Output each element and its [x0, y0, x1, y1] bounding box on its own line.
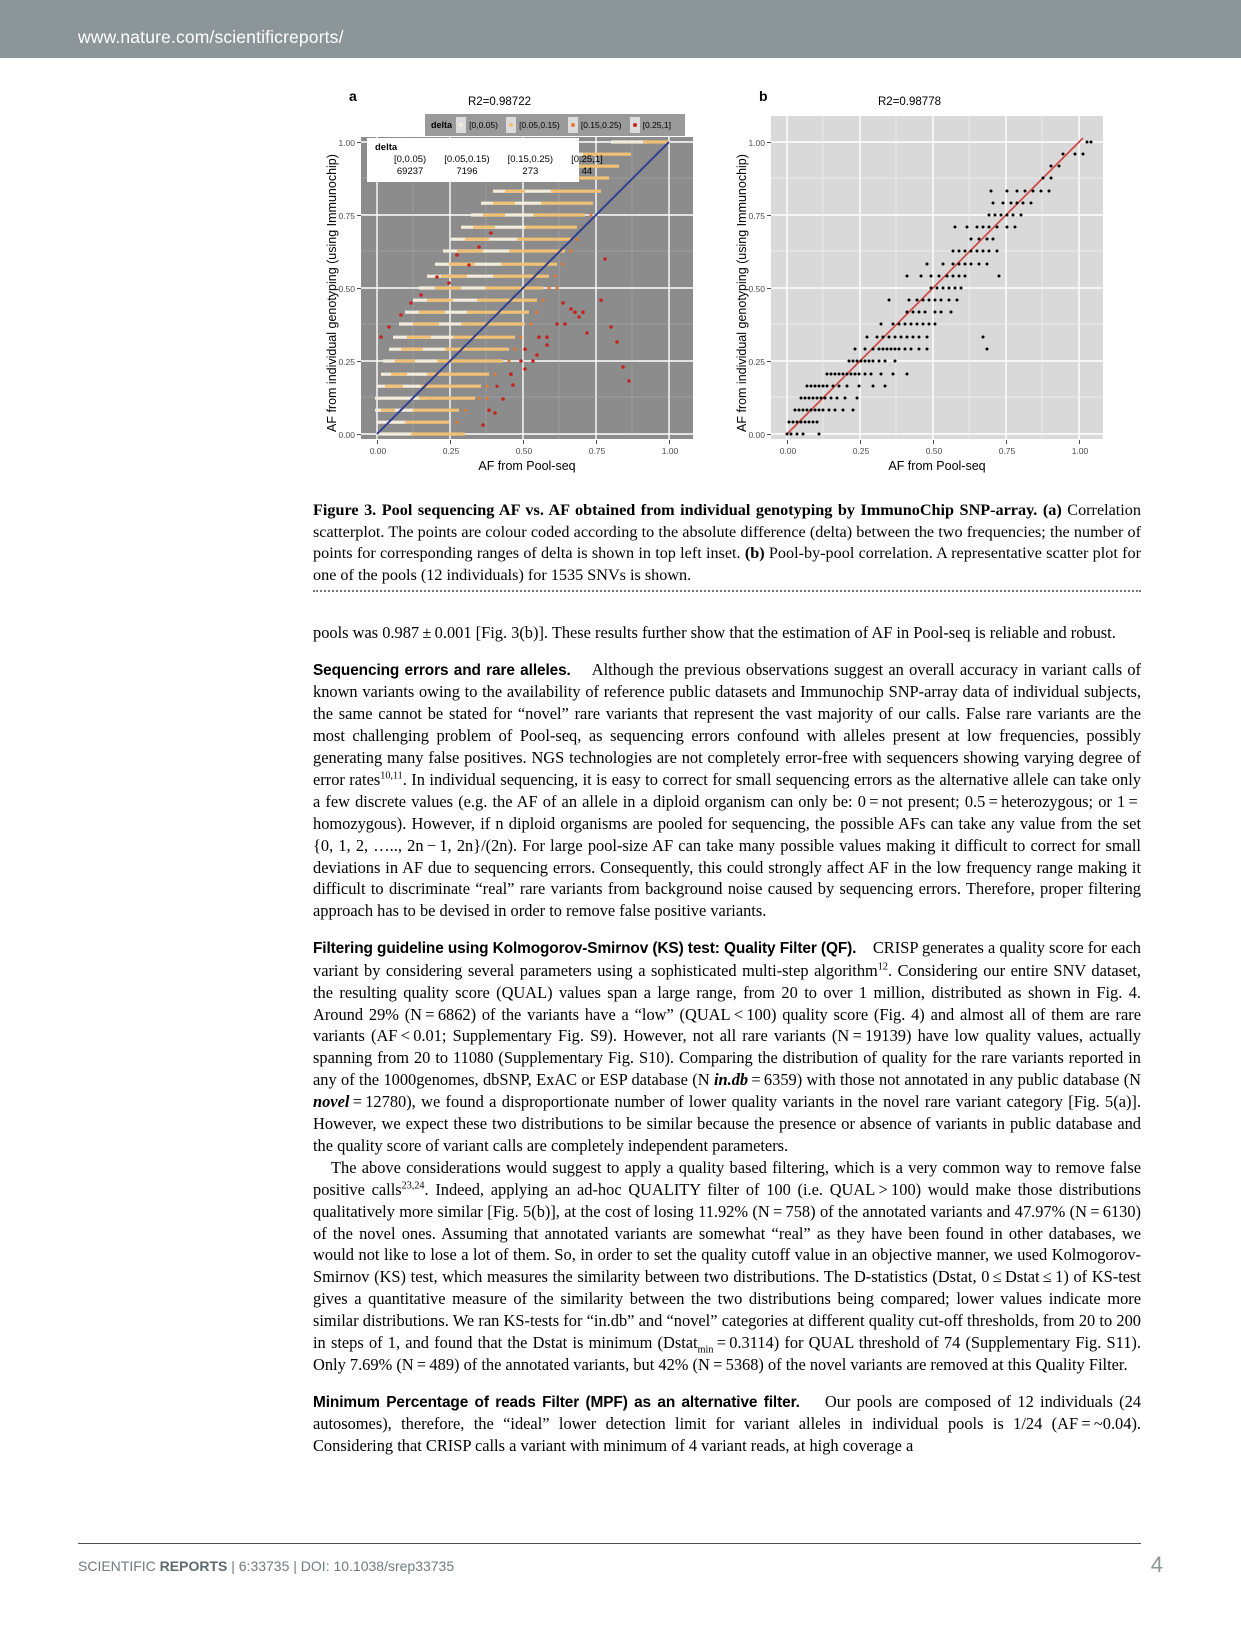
panel-a-ytick-3: 0.75: [338, 211, 355, 221]
section-mpf-filter: Minimum Percentage of reads Filter (MPF) as an alternative filter. Our pools are composed of 12 individuals (24 autosomes), therefore, the “ideal” lower detection limit for variant alleles in individual pools is 1/24 (AF = ~0.04). Considering that CRISP calls a variant with minimum of 4 variant reads, at high coverage a: [313, 1391, 1142, 1456]
panel-a-ytick-2: 0.50: [338, 284, 355, 294]
sec2-p2-text-i: 489) of the annotated variants, but 42% (N: [429, 1354, 710, 1374]
panel-a-xtick-mark-3: [596, 440, 597, 444]
panel-b-xtick-mark-3: [1006, 440, 1007, 444]
section-heading-sequencing-errors: Sequencing errors and rare alleles.: [313, 661, 571, 679]
panel-a-xtick-mark-1: [450, 440, 451, 444]
legend-label-0: [0,0.05): [469, 120, 498, 130]
panel-a-ytick-4: 1.00: [338, 138, 355, 148]
panel-a-plot-area: [361, 137, 693, 439]
caption-a-label: (a): [1042, 501, 1062, 519]
caption-b-text: Pool-by-pool correlation. A representative scatter plot for one of the pools (12 individuals) for 1535 SNVs is shown.: [313, 544, 1141, 585]
panel-b-xtick-0: 0.00: [779, 446, 797, 456]
sec2-p2-text-b: . Indeed, applying an ad-hoc QUALITY filter of 100 (i.e. QUAL: [424, 1179, 876, 1199]
article-body: [313, 622, 1141, 1457]
panel-b-xtick-mark-0: [787, 440, 788, 444]
panel-a-y-axis-title: AF from individual genotyping (using Immunochip): [325, 154, 339, 432]
footer-doi: | 6:33735 | DOI: 10.1038/srep33735: [227, 1558, 455, 1574]
table-row-counts: [385, 166, 612, 178]
citation-10-11: 10,11: [380, 770, 403, 782]
sec1-text-c: not present; 0.5: [881, 791, 986, 811]
inset-counts-table: [385, 154, 612, 178]
panel-b-xtick-mark-2: [933, 440, 934, 444]
panel-b-xtick-mark-1: [860, 440, 861, 444]
panel-a-svg: [361, 137, 693, 439]
sec2-p2-text-j: 5368) of the novel variants are removed at this Quality Filter.: [725, 1354, 1128, 1374]
panel-b-xtick-4: 1.00: [1071, 446, 1089, 456]
sec2-text-c: 6862) of the variants have a “low” (QUAL: [437, 1004, 731, 1024]
sec2-p2-text-d: 758) of the annotated variants and 47.97% (N: [785, 1201, 1087, 1221]
sec3-text-b: ~0.04). Considering that CRISP calls a variant with minimum of 4 variant reads, at high coverage a: [313, 1414, 1141, 1456]
inset-count-3: 44: [581, 165, 593, 177]
panel-b-svg: [771, 116, 1103, 439]
panel-a-r2-label: R2=0.98722: [468, 96, 531, 108]
panel-b-letter: b: [759, 88, 768, 104]
sec2-text-h: 12780), we found a disproportionate number of lower quality variants in the novel rare variant category [Fig. 5(a)]. However, we expect these two distributions to be similar because the presence or absence of variants in public database and the quality score of variant calls are completely independent parameters.: [313, 1092, 1141, 1155]
sec2-text-e: 0.01; Supplementary Fig. S9). However, not all rare variants (N: [413, 1026, 850, 1046]
paragraph-quality-filtering: The above considerations would suggest to apply a quality based filtering, which is a very common way to remove false positive calls$^{23,24}$. Indeed, applying an ad-hoc QUALITY filter of 100 (i.e. QUAL > 100) would make those distributions qualitatively more similar [Fig. 5(b)], at the cost of losing 11.92% (N = 758) of the annotated variants and 47.97% (N = 6130) of the novel ones. Assuming that annotated variants are somewhat “real” as they have been found in other databases, we would not like to lose a lot of them. So, in order to set the quality cutoff value in an objective manner, we used Kolmogorov-Smirnov (KS) test, which measures the similarity between two distributions. The D-statistics (Dstat, 0 ≤ Dstat ≤ 1) of KS-test gives a quantitative measure of the similarity between the two distributions being compared; lower values indicate more similar distributions. We ran KS-tests for “in.db” and “novel” categories at different quality cut-off thresholds, from 20 to 200 in steps of 1, and found that the Dstat is minimum (Dstat$_{min}$ = 0.3114) for QUAL threshold of 74 (Supplementary Fig. S11). Only 7.69% (N = 489) of the annotated variants, but 42% (N = 5368) of the novel variants are removed at this Quality Filter.: [313, 1157, 1142, 1374]
sec1-text-a: Although the previous observations suggest an overall accuracy in variant calls of known variants owing to the availability of reference public datasets and Immunochip SNP-array data of individual subjects, the same cannot be stated for “novel” rare variants that represent the vast majority of our calls. False rare variants are the most challenging problem of Pool-seq, as sequencing errors confound with alleles present at low frequencies, possibly generating many false positives. NGS technologies are not completely error-free with sequencers showing varying degree of error rates: [313, 659, 1142, 790]
panel-a-xtick-mark-0: [377, 440, 378, 444]
panel-b-ytick-1: 0.25: [748, 357, 765, 367]
panel-a-ytick-1: 0.25: [338, 357, 355, 367]
term-novel: novel: [313, 1092, 350, 1112]
inset-header-3: [0.25,1]: [571, 154, 603, 165]
inset-header-0: [0,0.05): [394, 154, 427, 165]
sec2-text-a: CRISP generates a quality score for each variant by considering several parameters using a sophisticated multi-step algorithm: [313, 938, 1142, 980]
term-in-db: in.db: [713, 1070, 749, 1090]
sec2-p2-text-f: Dstat: [1004, 1267, 1040, 1287]
legend-label-1: [0.05,0.15): [519, 120, 560, 130]
panel-b-ytick-4: 1.00: [748, 138, 765, 148]
panel-a-x-axis-title: AF from Pool-seq: [478, 459, 576, 473]
subscript-min: min: [697, 1344, 714, 1356]
caption-divider: [313, 589, 1141, 592]
sec2-p2-text-e: 6130) of the novel ones. Assuming that annotated variants are somewhat “real” as they have been found in other databases, we would not like to lose a lot of them. So, in order to set the quality cutoff value in an objective manner, we used Kolmogorov-Smirnov (KS) test, which measures the similarity between two distributions. The D-statistics (Dstat, 0: [313, 1201, 1142, 1287]
panel-a-ytick-0: 0.00: [338, 430, 355, 440]
panel-a-xtick-1: 0.25: [442, 446, 460, 456]
figure-caption-title: Figure 3. Pool sequencing AF vs. AF obtained from individual genotyping by ImmunoChip SNP-array.: [313, 501, 1038, 519]
inset-count-1: 7196: [456, 165, 478, 177]
panel-a-xtick-0: 0.00: [369, 446, 387, 456]
caption-b-label: (b): [744, 544, 765, 563]
site-header-bar: [0, 0, 1241, 58]
panel-b-xtick-2: 0.50: [925, 446, 943, 456]
panel-b-r2-label: R2=0.98778: [878, 96, 941, 108]
sec1-text-b: . In individual sequencing, it is easy to correct for small sequencing errors as the alternative allele can take only a few discrete values (e.g. the AF of an allele in a diploid organism can only be: 0: [313, 770, 1141, 811]
section-heading-filtering-guideline: Filtering guideline using Kolmogorov-Smirnov (KS) test: Quality Filter (QF).: [313, 940, 857, 958]
inset-title: delta: [375, 142, 398, 153]
sec2-text-b: . Considering our entire SNV dataset, the resulting quality score (QUAL) values span a large range, from 20 to over 1 million, distributed as shown in Fig. 4. Around 29% (N: [313, 960, 1141, 1024]
panel-b-ytick-0: 0.00: [748, 430, 765, 440]
caption-a-text: Correlation scatterplot. The points are colour coded according to the absolute difference (delta) between the two frequencies; the number of points for corresponding ranges of delta is shown in top left inset.: [313, 501, 1141, 563]
footer-divider: [78, 1543, 1141, 1544]
section-sequencing-errors: Sequencing errors and rare alleles. Although the previous observations suggest an overall accuracy in variant calls of known variants owing to the availability of reference public datasets and Immunochip SNP-array data of individual subjects, the same cannot be stated for “novel” rare variants that represent the vast majority of our calls. False rare variants are the most challenging problem of Pool-seq, as sequencing errors confound with alleles present at low frequencies, possibly generating many false positives. NGS technologies are not completely error-free with sequencers showing varying degree of error rates$^{10,11}$. In individual sequencing, it is easy to correct for small sequencing errors as the alternative allele can take only a few discrete values (e.g. the AF of an allele in a diploid organism can only be: 0 = not present; 0.5 = heterozygous; or 1 = homozygous). However, if n diploid organisms are pooled for sequencing, the possible AFs can take any value from the set {0, 1, 2, ….., 2n − 1, 2n}/(2n). For large pool-size AF can take many possible values making it difficult to correct for small deviations in AF due to sequencing errors. Consequently, this could strongly affect AF in the low frequency range making it difficult to discriminate “real” rare variants from background noise caused by sequencing errors. Therefore, proper filtering approach has to be devised in order to remove false positive variants.: [313, 659, 1142, 921]
inset-header-1: [0.05,0.15): [444, 154, 490, 165]
section-filtering-guideline: Filtering guideline using Kolmogorov-Smirnov (KS) test: Quality Filter (QF). CRISP generates a quality score for each variant by considering several parameters using a sophisticated multi-step algorithm$^{12}$. Considering our entire SNV dataset, the resulting quality score (QUAL) values span a large range, from 20 to over 1 million, distributed as shown in Fig. 4. Around 29% (N = 6862) of the variants have a “low” (QUAL < 100) quality score (Fig. 4) and almost all of them are rare variants (AF < 0.01; Supplementary Fig. S9). However, not all rare variants (N = 19139) have low quality values, actually spanning from 20 to 11080 (Supplementary Fig. S10). Comparing the distribution of quality for the rare variants reported in any of the 1000genomes, dbSNP, ExAC or ESP database (N in.db = 6359) with those not annotated in any public database (N novel = 12780), we found a disproportionate number of lower quality variants in the novel rare variant category [Fig. 5(a)]. However, we expect these two distributions to be similar because the presence or absence of variants in public database and the quality score of variant calls are completely independent parameters.: [313, 938, 1142, 1155]
legend-swatch-2: [568, 117, 578, 133]
panel-b: [723, 84, 1123, 474]
panel-a-xtick-mark-4: [669, 440, 670, 444]
panel-a-xtick-4: 1.00: [661, 446, 679, 456]
table-row-headers: [385, 154, 612, 166]
figure-caption: [313, 500, 1141, 587]
legend-label-3: [0.25,1]: [642, 120, 671, 130]
sec2-text-d: 100) quality score (Fig. 4) and almost all of them are rare variants (AF: [313, 1004, 1141, 1046]
citation-23-24: 23,24: [401, 1180, 425, 1192]
page-number: 4: [1150, 1552, 1163, 1577]
sec2-p2-text-g: 1) of KS-test gives a quantitative measure of the similarity between the two distributions being compared; lower values indicate more similar distributions. We ran KS-tests for “in.db” and “novel” categories at different quality cut-off thresholds, from 20 to 200 in steps of 1, and found that the Dstat is minimum (Dstat: [313, 1267, 1141, 1352]
footer-citation: [78, 1558, 454, 1574]
panel-b-xtick-3: 0.75: [998, 446, 1016, 456]
legend-swatch-1: [506, 117, 516, 133]
sec2-p2-text-h: 0.3114) for QUAL threshold of 74 (Supplementary Fig. S11). Only 7.69% (N: [313, 1332, 1141, 1374]
panel-a-letter: a: [349, 88, 357, 104]
inset-header-2: [0.15,0.25): [507, 154, 554, 165]
intro-text-2: 0.001 [Fig. 3(b)]. These results further show that the estimation of AF in Pool-seq is reliable and robust.: [434, 623, 1116, 642]
sec1-text-d: heterozygous; or 1: [1001, 791, 1126, 811]
sec3-text-a: Our pools are composed of 12 individuals (24 autosomes), therefore, the “ideal” lower detection limit for variant alleles in individual pools is 1/24 (AF: [313, 1391, 1142, 1434]
footer-journal-reports: REPORTS: [159, 1558, 228, 1574]
panel-a: [313, 84, 713, 474]
footer-journal-scientific: SCIENTIFIC: [78, 1558, 160, 1574]
sec1-text-f: 1, 2n}/(2n). For large pool-size AF can take many possible values making it difficult to correct for small deviations in AF due to sequencing errors. Consequently, this could strongly affect AF in the low frequency range making it difficult to discriminate “real” rare variants from background noise caused by sequencing errors. Therefore, proper filtering approach has to be devised in order to remove false positive variants.: [313, 835, 1141, 921]
legend-title: delta: [431, 120, 453, 130]
inset-count-2: 273: [522, 165, 539, 177]
panel-a-inset-table: [367, 138, 603, 182]
sec2-text-f: 19139) have low quality values, actually spanning from 20 to 11080 (Supplementary Fig. S10). Comparing the distribution of quality for the rare variants reported in any of the 1000genomes, dbSNP, ExAC or ESP database (N: [313, 1026, 1141, 1090]
panel-b-xtick-mark-4: [1079, 440, 1080, 444]
sec1-text-e: homozygous). However, if n diploid organisms are pooled for sequencing, the possible AFs can take any value from the set {0, 1, 2, ….., 2n: [313, 813, 1141, 855]
panel-b-x-axis-title: AF from Pool-seq: [888, 459, 986, 473]
panel-b-ytick-2: 0.50: [748, 284, 765, 294]
intro-text-1: pools was 0.987: [313, 623, 420, 642]
citation-12: 12: [877, 961, 888, 973]
paragraph-intro: pools was 0.987 ± 0.001 [Fig. 3(b)]. These results further show that the estimation of AF in Pool-seq is reliable and robust.: [313, 623, 1116, 642]
panel-a-xtick-2: 0.50: [515, 446, 533, 456]
legend-swatch-3: [630, 117, 640, 133]
panel-b-plot-area: [771, 116, 1103, 439]
panel-a-legend: [425, 114, 685, 136]
legend-label-2: [0.15,0.25): [580, 120, 622, 130]
panel-b-ytick-3: 0.75: [748, 211, 765, 221]
sec2-p2-text-a: The above considerations would suggest to apply a quality based filtering, which is a very common way to remove false positive calls: [313, 1157, 1141, 1199]
panel-b-y-axis-title: AF from individual genotyping (using Immunochip): [735, 154, 749, 432]
panel-a-xtick-mark-2: [523, 440, 524, 444]
sec2-p2-text-c: 100) would make those distributions qualitatively more similar [Fig. 5(b)], at the cost of losing 11.92% (N: [313, 1179, 1141, 1221]
figure-3: [0, 84, 1241, 484]
site-url: www.nature.com/scientificreports/: [78, 27, 344, 47]
panel-a-xtick-3: 0.75: [588, 446, 606, 456]
legend-swatch-0: [456, 117, 466, 133]
sec2-text-g: 6359) with those not annotated in any public database (N: [763, 1070, 1142, 1090]
inset-count-0: 69237: [396, 165, 424, 177]
panel-b-xtick-1: 0.25: [852, 446, 870, 456]
section-heading-mpf-filter: Minimum Percentage of reads Filter (MPF) as an alternative filter.: [313, 1393, 800, 1411]
